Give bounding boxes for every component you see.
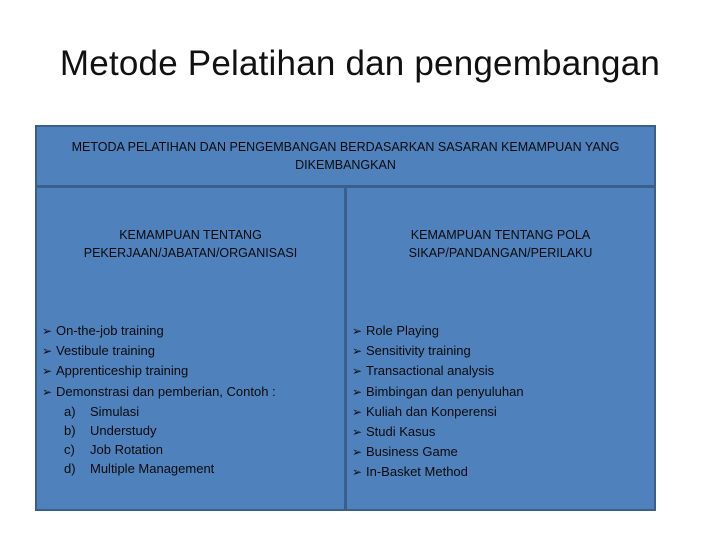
arrow-bullet-icon: ➢	[352, 364, 363, 379]
right-column-heading: KEMAMPUAN TENTANG POLA SIKAP/PANDANGAN/PERILAKU	[408, 228, 593, 260]
arrow-bullet-icon: ➢	[352, 324, 363, 338]
sub-list-item: b) Understudy	[64, 423, 157, 439]
list-item: ➢ Transactional analysis	[352, 361, 650, 381]
list-item: ➢ On-the-job training	[42, 321, 340, 341]
sub-list-item: d) Multiple Management	[64, 461, 215, 477]
list-item: ➢ Studi Kasus	[352, 422, 650, 442]
list-item: ➢ Kuliah dan Konperensi	[352, 402, 650, 422]
arrow-bullet-icon: ➢	[352, 425, 363, 440]
left-column-heading: KEMAMPUAN TENTANG PEKERJAAN/JABATAN/ORGANISASI	[83, 228, 298, 260]
arrow-bullet-icon: ➢	[352, 445, 363, 460]
arrow-bullet-icon: ➢	[352, 344, 363, 359]
left-column-box	[35, 186, 346, 511]
arrow-bullet-icon: ➢	[42, 344, 53, 359]
list-item: ➢ In-Basket Method	[352, 462, 650, 482]
right-column-box	[345, 186, 656, 511]
sub-list	[42, 402, 340, 479]
arrow-bullet-icon: ➢	[42, 324, 53, 338]
list-item: ➢ Apprenticeship training	[42, 361, 340, 381]
arrow-bullet-icon: ➢	[352, 404, 363, 419]
arrow-bullet-icon: ➢	[42, 384, 53, 399]
arrow-bullet-icon: ➢	[352, 384, 363, 399]
header-text: METODA PELATIHAN DAN PENGEMBANGAN BERDASARKAN SASARAN KEMAMPUAN YANG DIKEMBANGKAN	[71, 140, 620, 172]
arrow-bullet-icon: ➢	[42, 364, 53, 379]
sub-list-item: a) Simulasi	[64, 403, 140, 419]
list-item: ➢ Business Game	[352, 442, 650, 462]
list-item: ➢ Sensitivity training	[352, 341, 650, 361]
list-item: ➢ Demonstrasi dan pemberian, Contoh : a) Simulasi b) Understudy c) Job Rotation d) Multiple Management	[42, 382, 340, 479]
sub-list-item: c) Job Rotation	[64, 442, 163, 458]
arrow-bullet-icon: ➢	[352, 465, 363, 480]
right-bullet-list	[352, 321, 650, 483]
header-box	[35, 125, 656, 187]
list-item: ➢ Role Playing	[352, 321, 650, 341]
slide-title: Metode Pelatihan dan pengembangan	[59, 44, 661, 83]
left-bullet-list	[42, 321, 340, 479]
list-item: ➢ Bimbingan dan penyuluhan	[352, 382, 650, 402]
list-item: ➢ Vestibule training	[42, 341, 340, 361]
